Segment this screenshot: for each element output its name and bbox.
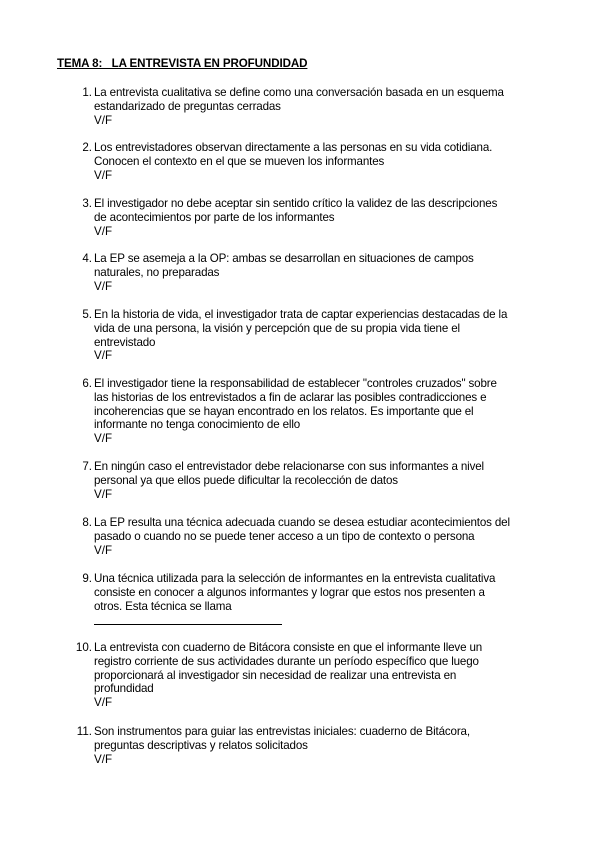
question-number: 2.	[82, 141, 92, 154]
question-text-line: En ningún caso el entrevistador debe relacionarse con sus informantes a nivel	[94, 460, 484, 473]
question-number: 5.	[82, 308, 92, 321]
question-number: 1.	[82, 86, 92, 99]
question-text-line: En la historia de vida, el investigador trata de captar experiencias destacadas de la	[94, 308, 508, 321]
question-number: 6.	[82, 377, 92, 390]
true-false-answer: V/F	[94, 487, 113, 501]
true-false-answer: V/F	[94, 752, 113, 766]
question-text-line: proporcionará al investigador sin necesidad de realizar una entrevista en	[94, 668, 457, 682]
true-false-answer: V/F	[94, 113, 113, 127]
question-text-line: La entrevista cualitativa se define como una conversación basada en un esquema	[94, 86, 504, 99]
question-text-line: personal ya que ellos puede dificultar la recolección de datos	[94, 473, 398, 487]
true-false-answer: V/F	[94, 279, 113, 293]
question-number: 10.	[75, 641, 92, 654]
question-text-line: entrevistado	[94, 335, 156, 349]
question-text-line: La EP se asemeja a la OP: ambas se desarrollan en situaciones de campos	[94, 252, 474, 265]
question-body	[94, 197, 554, 238]
true-false-answer: V/F	[94, 349, 113, 363]
true-false-answer: V/F	[94, 168, 113, 182]
question-number: 11.	[76, 725, 92, 738]
question-number: 3.	[82, 197, 92, 210]
true-false-answer: V/F	[94, 543, 113, 557]
question-text-line: naturales, no preparadas	[94, 265, 220, 279]
question-number: 8.	[82, 516, 92, 529]
page-title: TEMA 8: LA ENTREVISTA EN PROFUNDIDAD	[57, 57, 308, 70]
question-number: 4.	[82, 252, 92, 265]
question-text-line: preguntas descriptivas y relatos solicitados	[94, 738, 308, 752]
question-text-line: las historias de los entrevistados a fin de aclarar las posibles contradicciones e	[94, 390, 487, 404]
question-body	[94, 572, 554, 625]
question-text-line: La EP resulta una técnica adecuada cuando se desea estudiar acontecimientos del	[94, 516, 510, 529]
question-text-line: La entrevista con cuaderno de Bitácora consiste en que el informante lleve un	[94, 641, 483, 654]
question-text-line: pasado o cuando no se puede tener acceso a un tipo de contexto o persona	[94, 529, 475, 543]
question-body	[94, 377, 554, 446]
question-number: 7.	[82, 460, 92, 473]
question-text-line: consiste en conocer a algunos informantes y lograr que estos nos presenten a	[94, 585, 485, 599]
question-body	[94, 252, 554, 293]
question-body	[94, 308, 554, 363]
question-text-line: incoherencias que se hayan encontrado en los relatos. Es importante que el	[94, 404, 474, 418]
true-false-answer: V/F	[94, 224, 113, 238]
question-body	[94, 725, 554, 766]
question-body	[94, 460, 554, 501]
question-body	[94, 641, 554, 710]
question-body	[94, 141, 554, 182]
question-text-line: de acontecimientos por parte de los informantes	[94, 210, 335, 224]
question-text-line: informante no tenga conocimiento de ello	[94, 418, 301, 432]
question-text-line: registro corriente de sus actividades durante un período específico que luego	[94, 654, 479, 668]
true-false-answer: V/F	[94, 696, 113, 710]
true-false-answer: V/F	[94, 432, 113, 446]
question-text-line: Una técnica utilizada para la selección de informantes en la entrevista cualitativa	[94, 572, 496, 585]
question-text-line: profundidad	[94, 682, 154, 696]
fill-in-blank-line	[94, 613, 282, 625]
question-text-line: Son instrumentos para guiar las entrevistas iniciales: cuaderno de Bitácora,	[94, 725, 470, 738]
question-text-line: vida de una persona, la visión y percepción que de su propia vida tiene el	[94, 321, 460, 335]
question-text-line: Los entrevistadores observan directamente a las personas en su vida cotidiana.	[94, 141, 493, 154]
question-body	[94, 516, 554, 557]
question-number: 9.	[82, 572, 92, 585]
question-text-line: otros. Esta técnica se llama	[94, 599, 232, 613]
question-text-line: El investigador no debe aceptar sin sentido crítico la validez de las descripciones	[94, 197, 498, 210]
question-text-line: Conocen el contexto en el que se mueven los informantes	[94, 154, 385, 168]
question-text-line: estandarizado de preguntas cerradas	[94, 99, 281, 113]
question-body	[94, 86, 554, 127]
question-text-line: El investigador tiene la responsabilidad de establecer "controles cruzados" sobre	[94, 377, 497, 390]
